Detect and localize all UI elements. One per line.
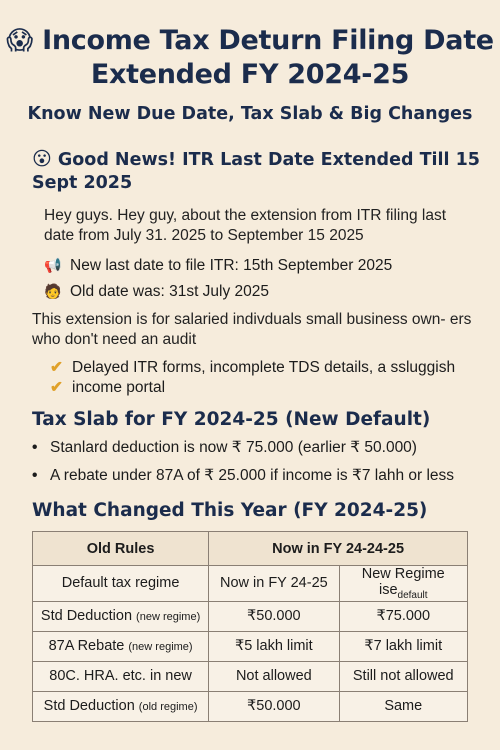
table-row [33,661,468,691]
table-cell: ₹50.000 [209,691,339,721]
table-cell: ₹7 lakh limit [339,631,467,661]
bullet-text: Stanlard deduction is now ₹ 75.000 (earlier ₹ 50.000) [50,439,417,456]
table-row [33,601,468,631]
table-cell [33,601,209,631]
cell-text: Std Deduction [40,608,133,625]
changes-table [32,531,468,722]
bullet-item [32,466,480,486]
table-cell: Now in FY 24-25 [209,566,339,602]
table-header-cell: Now in FY 24-24-25 [209,532,468,566]
reason-item [50,358,480,378]
page-subtitle: Know New Due Date, Tax Slab & Big Changes [27,104,473,124]
intro-paragraph: Hey guys. Hey guy, about the extension from ITR filing last date from July 31. 2025 to September 15 2025 [44,207,447,244]
new-date-line [44,255,392,276]
table-header-row [33,532,468,566]
reason-text: Delayed ITR forms, incomplete TDS details, a ssluggish [72,359,456,376]
table-cell [339,566,467,602]
table-cell: Not allowed [209,661,339,691]
cell-text: Std Deduction [43,698,135,715]
table-cell: Same [339,691,467,721]
cell-text: Default tax regime [61,575,180,592]
news-heading [32,148,480,195]
cell-note: default [397,589,428,601]
news-heading-text: Good News! ITR Last Date Extended Till 15 Sept 2025 [32,150,480,193]
reason-text: income portal [72,379,166,396]
scream-emoji-icon: 😱 [6,26,33,56]
table-row [33,566,468,602]
checkmark-icon: ✔ [50,359,63,376]
cell-note: (old regime) [138,701,198,714]
reason-item [50,378,480,398]
table-cell: ₹50.000 [209,601,339,631]
table-cell [33,631,209,661]
table-cell: ₹75.000 [339,601,467,631]
table-cell [33,566,209,602]
bullet-icon: • [32,467,38,484]
cell-text: New Regime ise [361,566,445,598]
old-date-line [44,281,269,302]
megaphone-icon: 📢 [44,257,62,273]
title-text: Income Tax Deturn Filing Date Extended FY 2024-25 [42,25,494,90]
tax-slab-heading: Tax Slab for FY 2024-25 (New Default) [32,409,431,430]
cell-text: 87A Rebate [48,638,125,655]
bullet-icon: • [32,439,38,456]
table-row [33,631,468,661]
new-date-text: New last date to file ITR: 15th September 2025 [70,257,393,274]
page-title [0,24,500,92]
checkmark-icon: ✔ [50,379,63,396]
table-cell: 80C. HRA. etc. in new [33,661,209,691]
surprised-emoji-icon: 😮 [32,148,52,170]
reasons-list [50,358,480,398]
table-cell: ₹5 lakh limit [209,631,339,661]
bullet-text: A rebate under 87A of ₹ 25.000 if income is ₹7 lahh or less [50,467,455,484]
tax-slab-bullets [32,438,480,494]
table-cell [33,691,209,721]
table-row [33,691,468,721]
cell-note: (new regime) [136,611,201,624]
extension-note: This extension is for salaried indivduals small business own- ers who don't need an audit [32,311,472,348]
bullet-item [32,438,480,458]
old-date-text: Old date was: 31st July 2025 [70,283,270,300]
changes-heading: What Changed This Year (FY 2024-25) [32,500,428,521]
person-icon: 🧑 [44,283,62,299]
table-cell: Still not allowed [339,661,467,691]
table-header-cell: Old Rules [33,532,209,566]
cell-note: (new regime) [128,641,193,654]
